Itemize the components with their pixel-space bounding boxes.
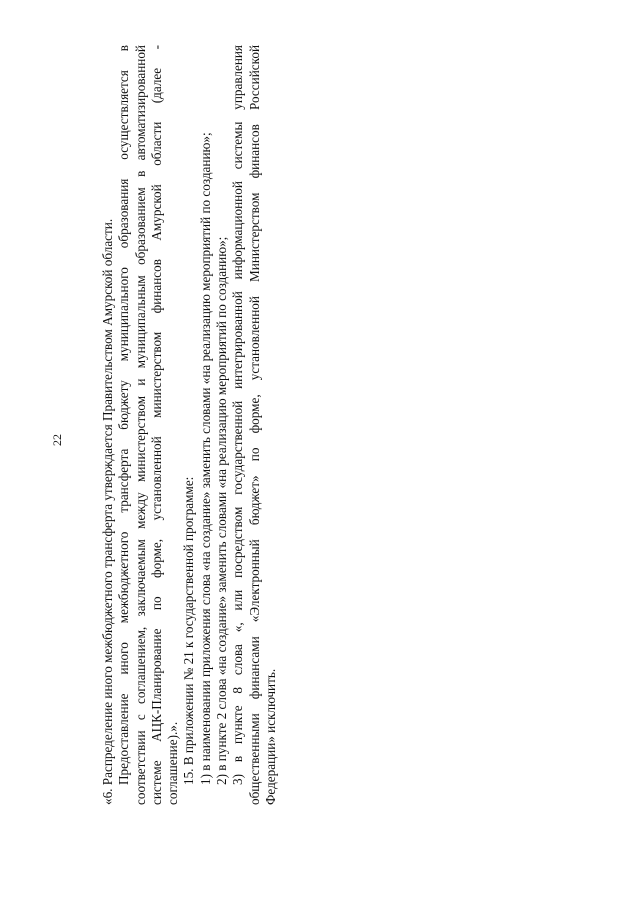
paragraph-line: 1) в наименовании приложения слова «на создание» заменить словами «на реализацию мероприятий по созданию»;: [197, 132, 213, 785]
paragraph-line: «6. Распределение иного межбюджетного трансферта утверждается Правительством Амурской области.: [100, 218, 115, 805]
document-body: [100, 45, 279, 805]
paragraph-line: Предоставление иного межбюджетного трансферта бюджету муниципального образования осуществляется в: [116, 45, 132, 785]
paragraph-line: 3) в пункте 8 слова «, или посредством государственной интегрированной информационной системы управления: [230, 45, 246, 785]
page-number: 22: [50, 434, 64, 446]
paragraph-line: 15. В приложении № 21 к государственной программе:: [181, 476, 197, 785]
paragraph-line: общественными финансами «Электронный бюджет» по форме, установленной Министерством финансов Российской: [246, 45, 262, 805]
paragraph-line: системе АЦК-Планирование по форме, установленной министерством финансов Амурской области (далее -: [148, 45, 164, 805]
paragraph-line: 2) в пункте 2 слова «на создание» заменить словами «на реализацию мероприятий по созданию»;: [214, 236, 230, 785]
paragraph-line: соглашение).».: [165, 721, 181, 805]
paragraph-line: Федерации» исключить.: [262, 668, 278, 805]
paragraph-line: соответствии с соглашением, заключаемым между министерством и муниципальным образованием в автоматизированной: [132, 45, 148, 805]
